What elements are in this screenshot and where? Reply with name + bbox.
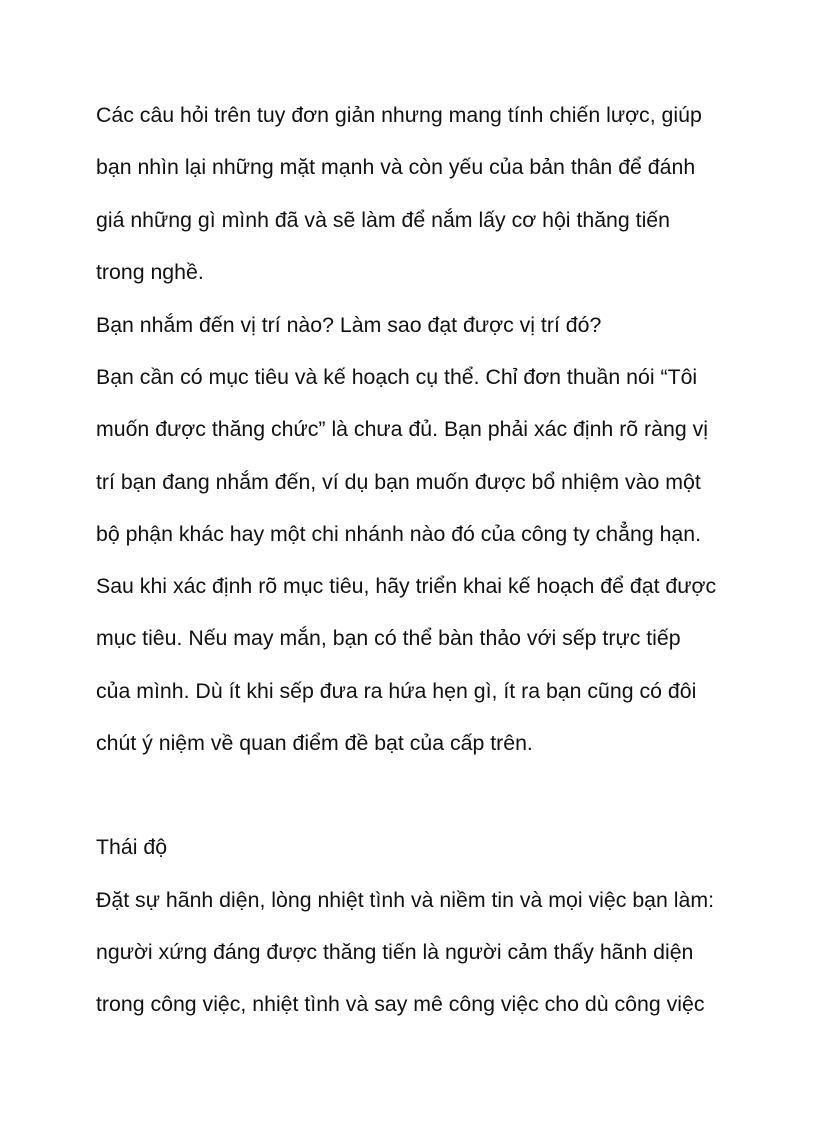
text-line: Sau khi xác định rõ mục tiêu, hãy triển khai kế hoạch để đạt được [96, 574, 717, 598]
text-line: của mình. Dù ít khi sếp đưa ra hứa hẹn gì, ít ra bạn cũng có đôi [96, 679, 697, 703]
section-heading: Thái độ [96, 835, 168, 859]
text-line: bạn nhìn lại những mặt mạnh và còn yếu của bản thân để đánh [96, 155, 696, 179]
question-line: Bạn nhắm đến vị trí nào? Làm sao đạt được vị trí đó? [96, 313, 602, 337]
text-line: trong nghề. [96, 260, 204, 284]
text-line: bộ phận khác hay một chi nhánh nào đó của công ty chẳng hạn. [96, 522, 702, 546]
text-line: người xứng đáng được thăng tiến là người cảm thấy hãnh diện [96, 940, 694, 964]
text-line: chút ý niệm về quan điểm đề bạt của cấp trên. [96, 731, 533, 755]
text-line: Đặt sự hãnh diện, lòng nhiệt tình và niềm tin và mọi việc bạn làm: [96, 888, 715, 912]
text-line: Các câu hỏi trên tuy đơn giản nhưng mang tính chiến lược, giúp [96, 103, 702, 127]
text-line: trí bạn đang nhắm đến, ví dụ bạn muốn được bổ nhiệm vào một [96, 470, 701, 494]
text-line: mục tiêu. Nếu may mắn, bạn có thể bàn thảo với sếp trực tiếp [96, 626, 681, 650]
text-line: muốn được thăng chức” là chưa đủ. Bạn phải xác định rõ ràng vị [96, 417, 708, 441]
text-line: Bạn cần có mục tiêu và kế hoạch cụ thể. Chỉ đơn thuần nói “Tôi [96, 365, 698, 389]
text-line: trong công việc, nhiệt tình và say mê công việc cho dù công việc [96, 992, 705, 1016]
text-line: giá những gì mình đã và sẽ làm để nắm lấy cơ hội thăng tiến [96, 208, 670, 232]
